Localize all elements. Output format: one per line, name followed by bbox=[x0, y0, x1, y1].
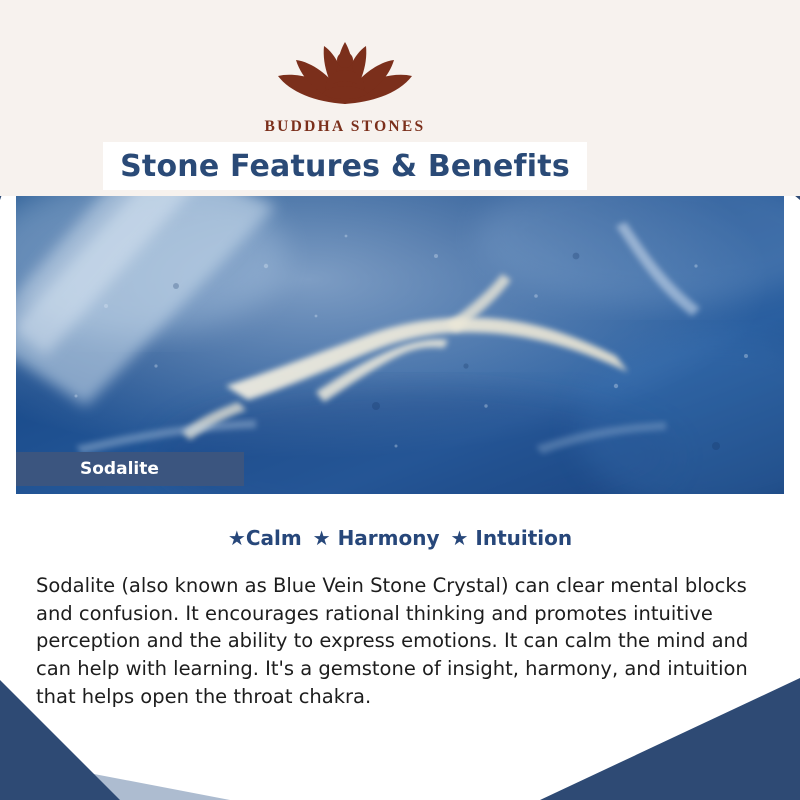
lotus-meditation-icon bbox=[70, 26, 620, 112]
star-icon: ★ bbox=[227, 526, 246, 550]
stone-photo bbox=[16, 196, 784, 494]
stone-name: Sodalite bbox=[80, 459, 159, 479]
keyword-item-calm bbox=[228, 526, 302, 550]
keyword-label: Harmony bbox=[337, 526, 440, 550]
keyword-label: Calm bbox=[245, 526, 302, 550]
brand-logo bbox=[70, 26, 620, 136]
content-area bbox=[0, 496, 800, 710]
star-icon: ★ bbox=[450, 526, 469, 550]
header-inner bbox=[70, 0, 620, 196]
page-title-bar bbox=[103, 142, 587, 190]
header-band bbox=[0, 0, 800, 196]
page-title: Stone Features & Benefits bbox=[120, 148, 570, 184]
brand-name: BUDDHA STONES bbox=[264, 118, 426, 135]
stone-name-tag bbox=[16, 452, 244, 486]
keyword-label: Intuition bbox=[475, 526, 573, 550]
keyword-item-intuition bbox=[450, 526, 572, 550]
keyword-item-harmony bbox=[313, 526, 440, 550]
stone-description: Sodalite (also known as Blue Vein Stone Crystal) can clear mental blocks and confusion. It encourages rational thinking and promotes intuitive perception and the ability to express emotions. It can calm the mind and can help with learning. It's a gemstone of insight, harmony, and intuition that helps open the throat chakra. bbox=[36, 574, 749, 708]
keyword-list bbox=[36, 526, 764, 550]
star-icon: ★ bbox=[312, 526, 331, 550]
